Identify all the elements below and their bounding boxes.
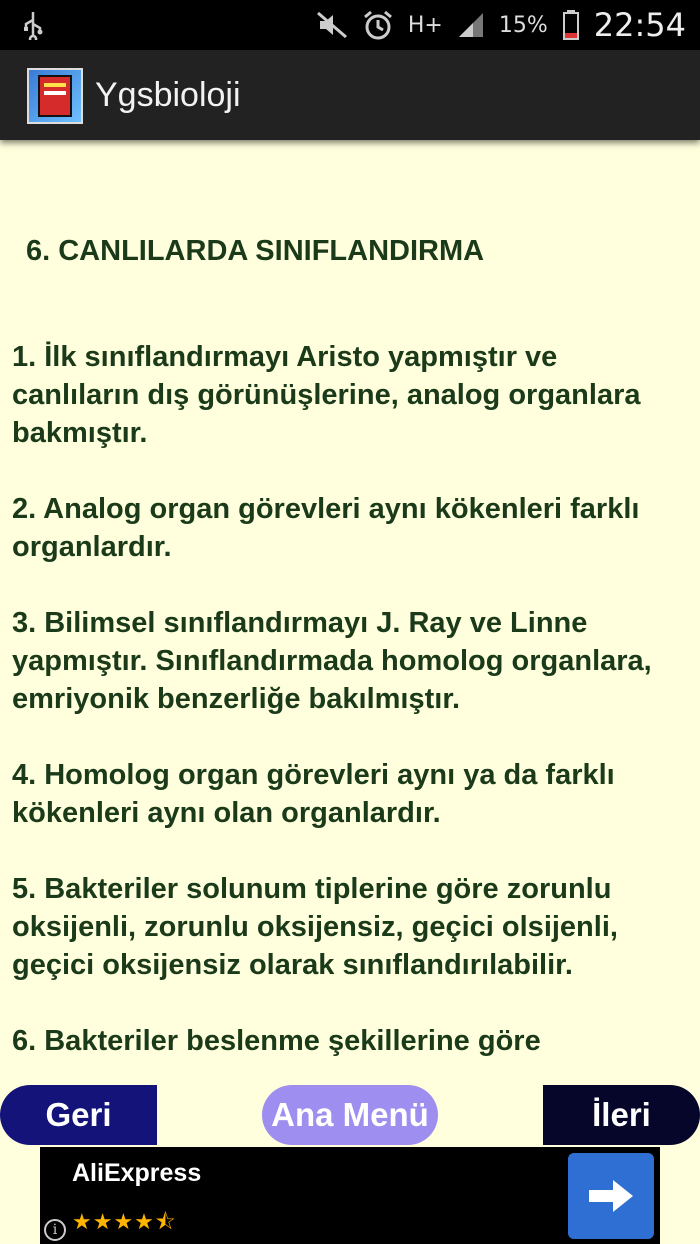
network-type: H+	[407, 12, 443, 38]
main-menu-button[interactable]: Ana Menü	[262, 1085, 438, 1145]
paragraph: 6. Bakteriler beslenme şekillerine göre	[12, 1025, 541, 1057]
alarm-icon	[362, 9, 394, 41]
paragraph: 3. Bilimsel sınıflandırmayı J. Ray ve Linne yapmıştır. Sınıflandırmada homolog organlara, emriyonik benzerliğe bakılmıştır.	[12, 607, 652, 715]
section-heading: 6. CANLILARDA SINIFLANDIRMA	[26, 235, 485, 267]
paragraph: 1. İlk sınıflandırmayı Aristo yapmıştır ve canlıların dış görünüşlerine, analog organlara bakmıştır.	[12, 341, 641, 449]
paragraph: 4. Homolog organ görevleri aynı ya da farklı kökenleri aynı olan organlardır.	[12, 759, 615, 829]
battery-icon	[562, 9, 580, 41]
mute-icon	[316, 11, 348, 39]
ad-rating-stars: ★★★★⯪	[72, 1209, 177, 1234]
paragraph: 5. Bakteriler solunum tiplerine göre zorunlu oksijenli, zorunlu oksijensiz, geçici olsijenli, geçici oksijensiz olarak sınıflandırılabilir.	[12, 873, 618, 981]
clock: 22:54	[593, 6, 686, 44]
ad-banner[interactable]	[40, 1147, 660, 1244]
back-button[interactable]: Geri	[0, 1085, 157, 1145]
status-icons	[316, 0, 686, 50]
ad-title[interactable]: AliExpress	[72, 1159, 202, 1187]
book-icon	[38, 75, 72, 117]
content-area[interactable]	[0, 140, 700, 1085]
paragraph: 2. Analog organ görevleri aynı kökenleri farklı organlardır.	[12, 493, 640, 563]
status-bar	[0, 0, 700, 50]
battery-percent: 15%	[498, 12, 548, 38]
paragraph-list	[12, 338, 688, 1060]
app-title: Ygsbioloji	[95, 76, 241, 114]
app-icon[interactable]	[27, 68, 83, 124]
action-bar	[0, 50, 700, 140]
ad-info-icon[interactable]: i	[44, 1219, 66, 1241]
next-button[interactable]: İleri	[543, 1085, 700, 1145]
navigation-bar	[0, 1085, 700, 1145]
arrow-right-icon	[585, 1176, 637, 1216]
ad-arrow-button[interactable]	[568, 1153, 654, 1239]
signal-icon	[457, 11, 485, 39]
usb-icon	[22, 10, 44, 47]
